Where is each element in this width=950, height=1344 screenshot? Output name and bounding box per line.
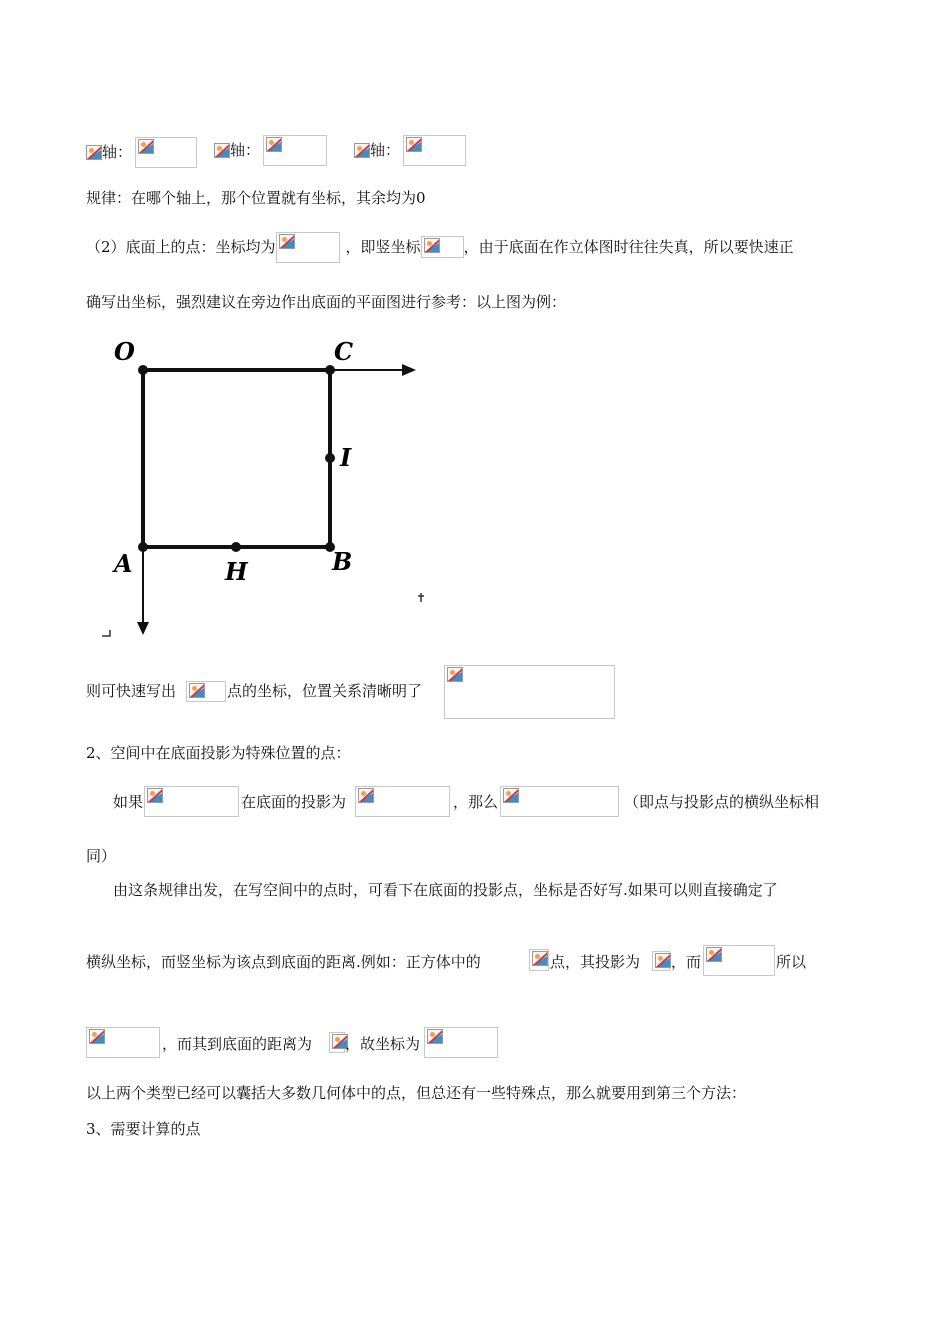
broken-image-icon bbox=[147, 788, 163, 803]
formula-image-box bbox=[444, 665, 615, 719]
formula-image-box bbox=[329, 1032, 345, 1053]
y-axis-arrowhead bbox=[137, 622, 149, 635]
y-axis-label: 轴： bbox=[230, 141, 261, 159]
formula-image-box bbox=[135, 137, 197, 168]
broken-image-icon bbox=[706, 947, 722, 962]
heading-2: 2、空间中在底面投影为特殊位置的点： bbox=[86, 744, 351, 762]
broken-image-icon bbox=[266, 137, 282, 152]
formula-image-box bbox=[144, 786, 239, 817]
broken-image-icon bbox=[86, 145, 102, 160]
formula-image-box bbox=[500, 786, 619, 817]
formula-image-box bbox=[276, 232, 340, 263]
example-part1: 横纵坐标，而竖坐标为该点到底面的距离.例如：正方体中的 bbox=[86, 953, 481, 971]
label-a: A bbox=[114, 549, 133, 578]
formula-image-box bbox=[529, 949, 549, 971]
broken-image-icon bbox=[354, 143, 370, 158]
label-i: I bbox=[340, 443, 352, 472]
point-i bbox=[325, 453, 335, 463]
section2-part3: ，由于底面在作立体图时往往失真，所以要快速正 bbox=[463, 238, 794, 256]
broken-image-icon bbox=[655, 953, 671, 968]
distance-part1: ，而其到底面的距离为 bbox=[162, 1035, 313, 1053]
section2-line2: 确写出坐标，强烈建议在旁边作出底面的平面图进行参考：以上图为例： bbox=[86, 293, 567, 311]
if-line-2: 同） bbox=[86, 847, 117, 865]
formula-image-box bbox=[421, 236, 464, 258]
label-b: B bbox=[332, 547, 353, 576]
broken-image-icon bbox=[279, 234, 295, 249]
x-axis-label: 轴： bbox=[102, 143, 133, 161]
x-axis-arrowhead bbox=[402, 364, 416, 376]
formula-image-box bbox=[703, 945, 775, 976]
formula-image-box bbox=[424, 1027, 498, 1058]
broken-image-icon bbox=[89, 1029, 105, 1044]
if-part1: 如果 bbox=[113, 793, 144, 811]
broken-image-icon bbox=[424, 238, 440, 253]
broken-image-icon bbox=[406, 137, 422, 152]
broken-image-icon bbox=[532, 951, 548, 966]
formula-image-box bbox=[355, 786, 450, 817]
formula-image-box bbox=[403, 135, 466, 166]
point-c bbox=[325, 365, 335, 375]
label-o: O bbox=[114, 337, 135, 366]
return-mark-icon bbox=[102, 630, 110, 636]
label-h: H bbox=[225, 557, 248, 586]
quick-part1: 则可快速写出 bbox=[86, 682, 177, 700]
axis-line bbox=[86, 136, 197, 166]
if-part3: ，那么 bbox=[453, 793, 499, 811]
rule-text: 规律：在哪个轴上，那个位置就有坐标，其余均为0 bbox=[86, 189, 426, 207]
square-figure bbox=[100, 330, 440, 645]
formula-image-box bbox=[186, 681, 226, 702]
if-part4: （即点与投影点的横纵坐标相 bbox=[624, 793, 820, 811]
axis-line-z bbox=[354, 134, 466, 164]
broken-image-icon bbox=[358, 788, 374, 803]
distance-part2: ，故坐标为 bbox=[345, 1035, 421, 1053]
heading-3: 3、需要计算的点 bbox=[86, 1120, 201, 1138]
axis-line-y bbox=[214, 134, 327, 164]
z-axis-label: 轴： bbox=[370, 141, 401, 159]
cross-mark-icon bbox=[418, 593, 424, 602]
rule-2: 由这条规律出发，在写空间中的点时，可看下在底面的投影点，坐标是否好写.如果可以则直接确定了 bbox=[113, 881, 778, 899]
section2-part2: ，即竖坐标 bbox=[345, 238, 421, 256]
summary-text: 以上两个类型已经可以囊括大多数几何体中的点，但总还有一些特殊点，那么就要用到第三个方法： bbox=[86, 1084, 747, 1102]
broken-image-icon bbox=[503, 788, 519, 803]
broken-image-icon bbox=[189, 683, 205, 698]
formula-image-box bbox=[86, 1027, 160, 1058]
formula-image-box bbox=[263, 135, 327, 166]
point-o bbox=[138, 365, 148, 375]
section2-line1 bbox=[86, 230, 794, 262]
formula-image-box bbox=[652, 951, 670, 971]
section2-part1: （2）底面上的点：坐标均为 bbox=[86, 238, 276, 256]
quick-part2: 点的坐标，位置关系清晰明了 bbox=[227, 682, 423, 700]
broken-image-icon bbox=[138, 139, 154, 154]
example-part2: 点，其投影为 bbox=[550, 953, 641, 971]
point-a bbox=[138, 542, 148, 552]
broken-image-icon bbox=[447, 667, 463, 682]
label-c: C bbox=[334, 337, 354, 366]
broken-image-icon bbox=[214, 143, 230, 158]
broken-image-icon bbox=[427, 1029, 443, 1044]
point-h bbox=[231, 542, 241, 552]
example-part3: ，而 bbox=[671, 953, 702, 971]
example-part4: 所以 bbox=[776, 953, 807, 971]
if-part2: 在底面的投影为 bbox=[241, 793, 347, 811]
